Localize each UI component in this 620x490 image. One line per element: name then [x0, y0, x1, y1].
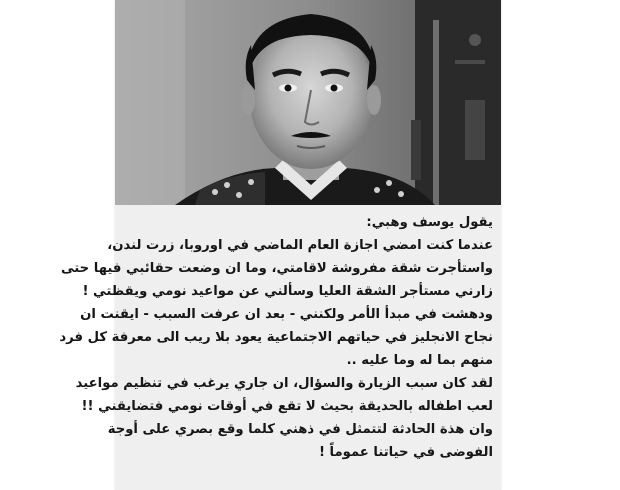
caption-line: ودهشت في مبدأ الأمر ولكنني - بعد ان عرفت السبب - ايقنت ان	[80, 307, 493, 322]
caption-line: زارني مستأجر الشقة العليا وسألني عن مواعيد نومي ويقظتي !	[82, 284, 493, 299]
caption-line: نجاح الانجليز في حياتهم الاجتماعية يعود بلا ريب الى معرفة كل فرد	[59, 330, 493, 345]
caption-line: لعب اطفاله بالحديقة بحيث لا تقع في أوقات نومي فتضايقني !!	[81, 399, 493, 414]
caption-line: واستأجرت شقة مفروشة لاقامتي، وما ان وضعت حقائبي فيها حتى	[60, 261, 493, 276]
caption-line: وان هذة الحادثة لتتمثل في ذهني كلما وقع بصري على أوجة	[107, 422, 493, 437]
caption-line: منهم بما له وما عليه ..	[346, 353, 493, 368]
portrait-photo	[115, 0, 501, 205]
post-card	[59, 0, 501, 490]
caption-line: لقد كان سبب الزيارة والسؤال، ان جاري يرغب في تنظيم مواعيد	[75, 376, 493, 391]
caption-line: الفوضى في حياتنا عموماً !	[318, 445, 493, 460]
caption-line: عندما كنت امضي اجازة العام الماضي في اوروبا، زرت لندن،	[107, 238, 493, 253]
caption-text	[59, 205, 501, 490]
caption-line: يقول يوسف وهبي:	[366, 215, 493, 230]
